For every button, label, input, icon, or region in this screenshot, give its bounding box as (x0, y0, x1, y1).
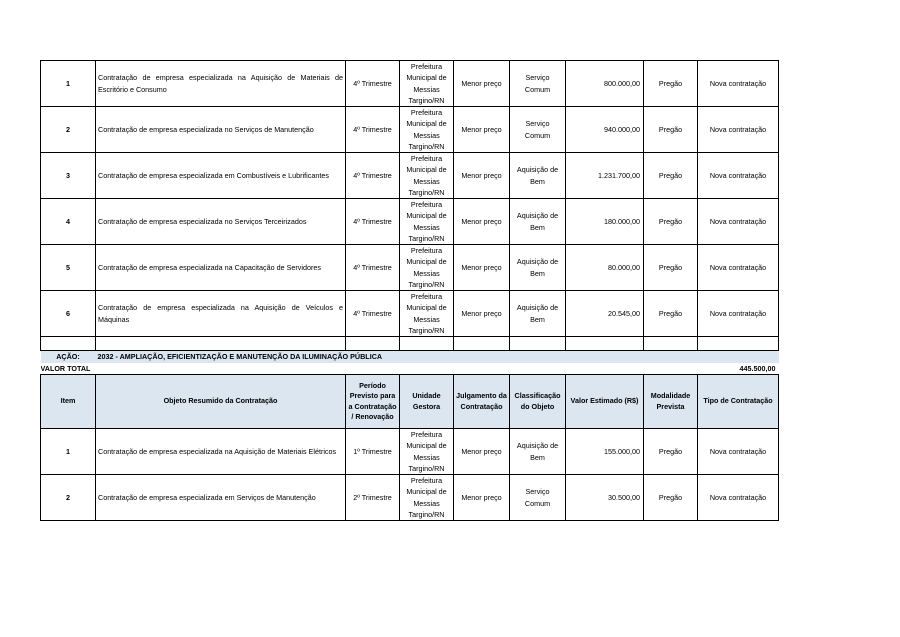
cell-julgamento: Menor preço (454, 153, 510, 199)
table-row (41, 61, 779, 107)
cell-classificacao: Aquisição de Bem (510, 291, 566, 337)
cell-objeto: Contratação de empresa especializada em Combustíveis e Lubrificantes (96, 153, 346, 199)
header-unidade: Unidade Gestora (400, 375, 454, 429)
cell-valor: 940.000,00 (566, 107, 644, 153)
cell-tipo: Nova contratação (698, 475, 779, 521)
cell-item: 2 (41, 107, 96, 153)
cell-valor: 30.500,00 (566, 475, 644, 521)
cell-julgamento: Menor preço (454, 475, 510, 521)
cell-classificacao: Aquisição de Bem (510, 429, 566, 475)
cell-modalidade: Pregão (644, 429, 698, 475)
table-row (41, 291, 779, 337)
header-periodo: Período Previsto para a Contratação / Renovação (346, 375, 400, 429)
cell-objeto: Contratação de empresa especializada em Serviços de Manutenção (96, 475, 346, 521)
cell-modalidade: Pregão (644, 61, 698, 107)
procurement-table (40, 60, 779, 521)
cell-modalidade: Pregão (644, 291, 698, 337)
cell-tipo: Nova contratação (698, 429, 779, 475)
acao-text: 2032 - AMPLIAÇÃO, EFICIENTIZAÇÃO E MANUTENÇÃO DA ILUMINAÇÃO PÚBLICA (96, 351, 779, 364)
cell-julgamento: Menor preço (454, 429, 510, 475)
cell-item: 5 (41, 245, 96, 291)
cell-objeto: Contratação de empresa especializada no Serviços Terceirizados (96, 199, 346, 245)
table-row (41, 107, 779, 153)
section-1-rows (41, 61, 779, 337)
cell-periodo: 4º Trimestre (346, 61, 400, 107)
procurement-sheet (40, 60, 776, 521)
cell-valor: 155.000,00 (566, 429, 644, 475)
cell-tipo: Nova contratação (698, 61, 779, 107)
cell-unidade: Prefeitura Municipal de Messias Targino/RN (400, 199, 454, 245)
table-row (41, 245, 779, 291)
table-row (41, 429, 779, 475)
cell-item: 2 (41, 475, 96, 521)
cell-valor: 180.000,00 (566, 199, 644, 245)
valor-total-label: VALOR TOTAL (40, 364, 91, 373)
cell-objeto: Contratação de empresa especializada na Capacitação de Servidores (96, 245, 346, 291)
cell-modalidade: Pregão (644, 153, 698, 199)
cell-item: 1 (41, 429, 96, 475)
cell-item: 6 (41, 291, 96, 337)
table-row (41, 199, 779, 245)
cell-julgamento: Menor preço (454, 199, 510, 245)
header-classificacao: Classificação do Objeto (510, 375, 566, 429)
cell-valor: 800.000,00 (566, 61, 644, 107)
cell-objeto: Contratação de empresa especializada na Aquisição de Veículos e Máquinas (96, 291, 346, 337)
valor-total-value: 445.500,00 (739, 364, 776, 373)
cell-valor: 20.545,00 (566, 291, 644, 337)
cell-unidade: Prefeitura Municipal de Messias Targino/RN (400, 245, 454, 291)
cell-unidade: Prefeitura Municipal de Messias Targino/RN (400, 61, 454, 107)
valor-total-row (41, 363, 779, 375)
cell-modalidade: Pregão (644, 107, 698, 153)
header-tipo: Tipo de Contratação (698, 375, 779, 429)
table-row (41, 153, 779, 199)
cell-modalidade: Pregão (644, 245, 698, 291)
cell-tipo: Nova contratação (698, 291, 779, 337)
header-julgamento: Julgamento da Contratação (454, 375, 510, 429)
cell-periodo: 4º Trimestre (346, 245, 400, 291)
table-row (41, 475, 779, 521)
cell-classificacao: Serviço Comum (510, 475, 566, 521)
cell-unidade: Prefeitura Municipal de Messias Targino/RN (400, 291, 454, 337)
cell-objeto: Contratação de empresa especializada no Serviços de Manutenção (96, 107, 346, 153)
cell-classificacao: Serviço Comum (510, 107, 566, 153)
cell-classificacao: Serviço Comum (510, 61, 566, 107)
cell-periodo: 4º Trimestre (346, 107, 400, 153)
empty-row (41, 337, 779, 351)
cell-objeto: Contratação de empresa especializada na Aquisição de Materiais de Escritório e Consumo (96, 61, 346, 107)
cell-julgamento: Menor preço (454, 61, 510, 107)
table-header-row (41, 375, 779, 429)
header-modalidade: Modalidade Prevista (644, 375, 698, 429)
cell-tipo: Nova contratação (698, 245, 779, 291)
cell-valor: 80.000,00 (566, 245, 644, 291)
cell-item: 3 (41, 153, 96, 199)
cell-unidade: Prefeitura Municipal de Messias Targino/RN (400, 107, 454, 153)
cell-tipo: Nova contratação (698, 153, 779, 199)
cell-item: 4 (41, 199, 96, 245)
cell-periodo: 4º Trimestre (346, 199, 400, 245)
cell-julgamento: Menor preço (454, 291, 510, 337)
cell-item: 1 (41, 61, 96, 107)
cell-tipo: Nova contratação (698, 107, 779, 153)
header-objeto: Objeto Resumido da Contratação (96, 375, 346, 429)
cell-periodo: 1º Trimestre (346, 429, 400, 475)
cell-modalidade: Pregão (644, 199, 698, 245)
cell-unidade: Prefeitura Municipal de Messias Targino/RN (400, 153, 454, 199)
cell-classificacao: Aquisição de Bem (510, 153, 566, 199)
header-item: Item (41, 375, 96, 429)
cell-tipo: Nova contratação (698, 199, 779, 245)
section-2-rows (41, 429, 779, 521)
cell-periodo: 4º Trimestre (346, 291, 400, 337)
cell-modalidade: Pregão (644, 475, 698, 521)
cell-unidade: Prefeitura Municipal de Messias Targino/RN (400, 475, 454, 521)
header-valor: Valor Estimado (R$) (566, 375, 644, 429)
acao-label: AÇÃO: (41, 351, 96, 364)
cell-unidade: Prefeitura Municipal de Messias Targino/RN (400, 429, 454, 475)
cell-classificacao: Aquisição de Bem (510, 199, 566, 245)
cell-julgamento: Menor preço (454, 107, 510, 153)
cell-objeto: Contratação de empresa especializada na Aquisição de Materiais Elétricos (96, 429, 346, 475)
cell-periodo: 4º Trimestre (346, 153, 400, 199)
cell-periodo: 2º Trimestre (346, 475, 400, 521)
cell-julgamento: Menor preço (454, 245, 510, 291)
cell-valor: 1.231.700,00 (566, 153, 644, 199)
cell-classificacao: Aquisição de Bem (510, 245, 566, 291)
acao-row (41, 351, 779, 364)
